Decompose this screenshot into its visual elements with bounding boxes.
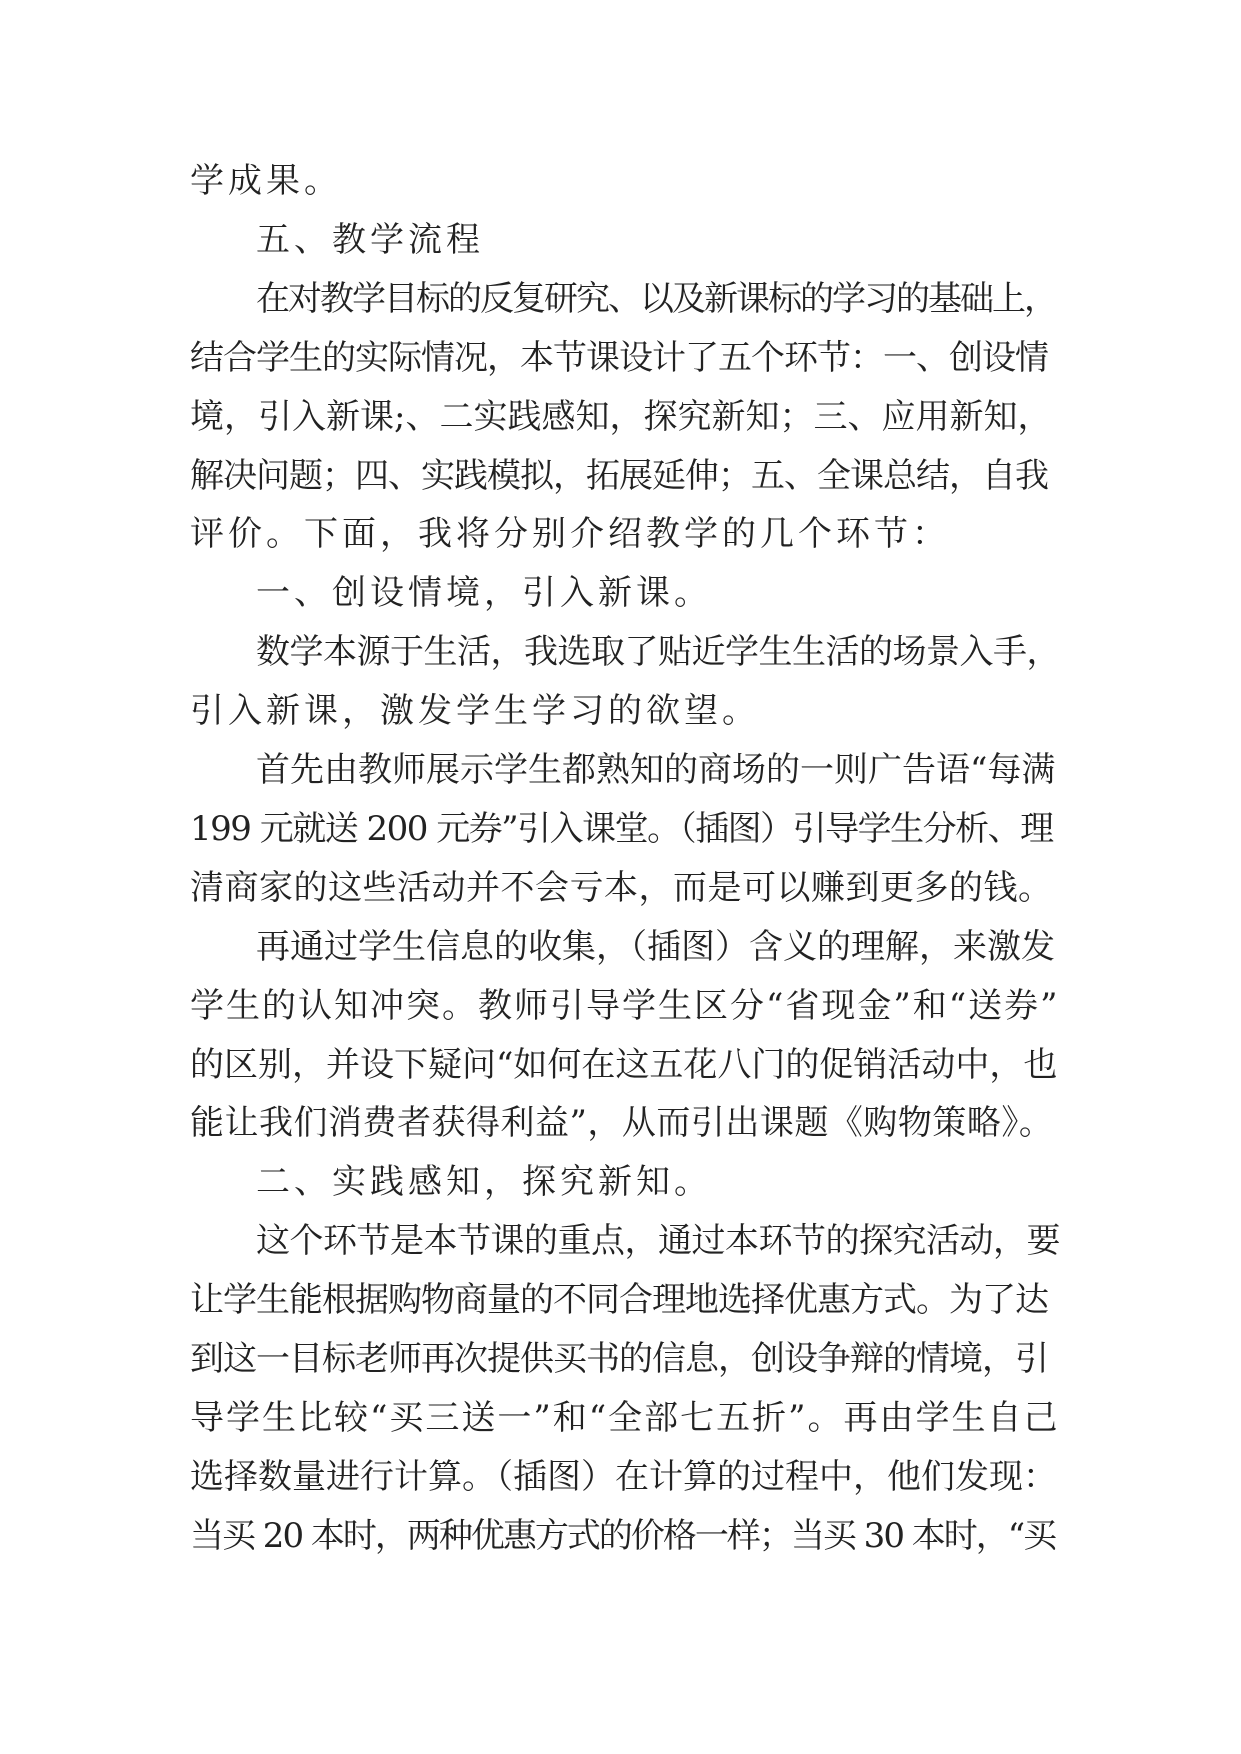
text-line: 的区别，并设下疑问“如何在这五花八门的促销活动中，也: [190, 1045, 1058, 1085]
text-line: 到这一目标老师再次提供买书的信息，创设争辩的情境，引: [190, 1339, 1048, 1379]
text-line: 学成果。: [190, 161, 342, 201]
text-line: 导学生比较“买三送一”和“全部七五折”。再由学生自己: [190, 1398, 1060, 1438]
text-line: 学生的认知冲突。教师引导学生区分“省现金”和“送券”: [190, 986, 1060, 1026]
text-line: 在对教学目标的反复研究、以及新课标的学习的基础上，: [256, 279, 1056, 319]
text-line: 引入新课，激发学生学习的欲望。: [190, 691, 760, 731]
section-heading: 五、教学流程: [256, 220, 484, 260]
text-line: 评价。下面，我将分别介绍教学的几个环节：: [190, 514, 950, 554]
text-line: 首先由教师展示学生都熟知的商场的一则广告语“每满: [256, 750, 1056, 790]
text-line: 能让我们消费者获得利益”，从而引出课题《购物策略》。: [190, 1103, 1054, 1143]
text-line: 让学生能根据购物商量的不同合理地选择优惠方式。为了达: [190, 1280, 1048, 1320]
text-line: 解决问题；四、实践模拟，拓展延伸；五、全课总结，自我: [190, 456, 1048, 496]
text-line: 这个环节是本节课的重点，通过本环节的探究活动，要: [256, 1221, 1060, 1261]
text-line: 清商家的这些活动并不会亏本，而是可以赚到更多的钱。: [190, 868, 1053, 908]
text-line: 199 元就送 200 元券”引入课堂。（插图）引导学生分析、理: [190, 809, 1053, 849]
text-line: 当买 20 本时，两种优惠方式的价格一样；当买 30 本时，“买: [190, 1516, 1056, 1556]
section-heading: 一、创设情境，引入新课。: [256, 573, 712, 613]
section-heading: 二、实践感知，探究新知。: [256, 1162, 712, 1202]
text-line: 再通过学生信息的收集，（插图）含义的理解，来激发: [256, 927, 1055, 967]
text-line: 境，引入新课;、二实践感知，探究新知；三、应用新知，: [190, 397, 1052, 437]
text-line: 选择数量进行计算。（插图）在计算的过程中，他们发现：: [190, 1457, 1057, 1497]
text-line: 结合学生的实际情况，本节课设计了五个环节：一、创设情: [190, 338, 1048, 378]
text-line: 数学本源于生活，我选取了贴近学生生活的场景入手，: [256, 632, 1060, 672]
